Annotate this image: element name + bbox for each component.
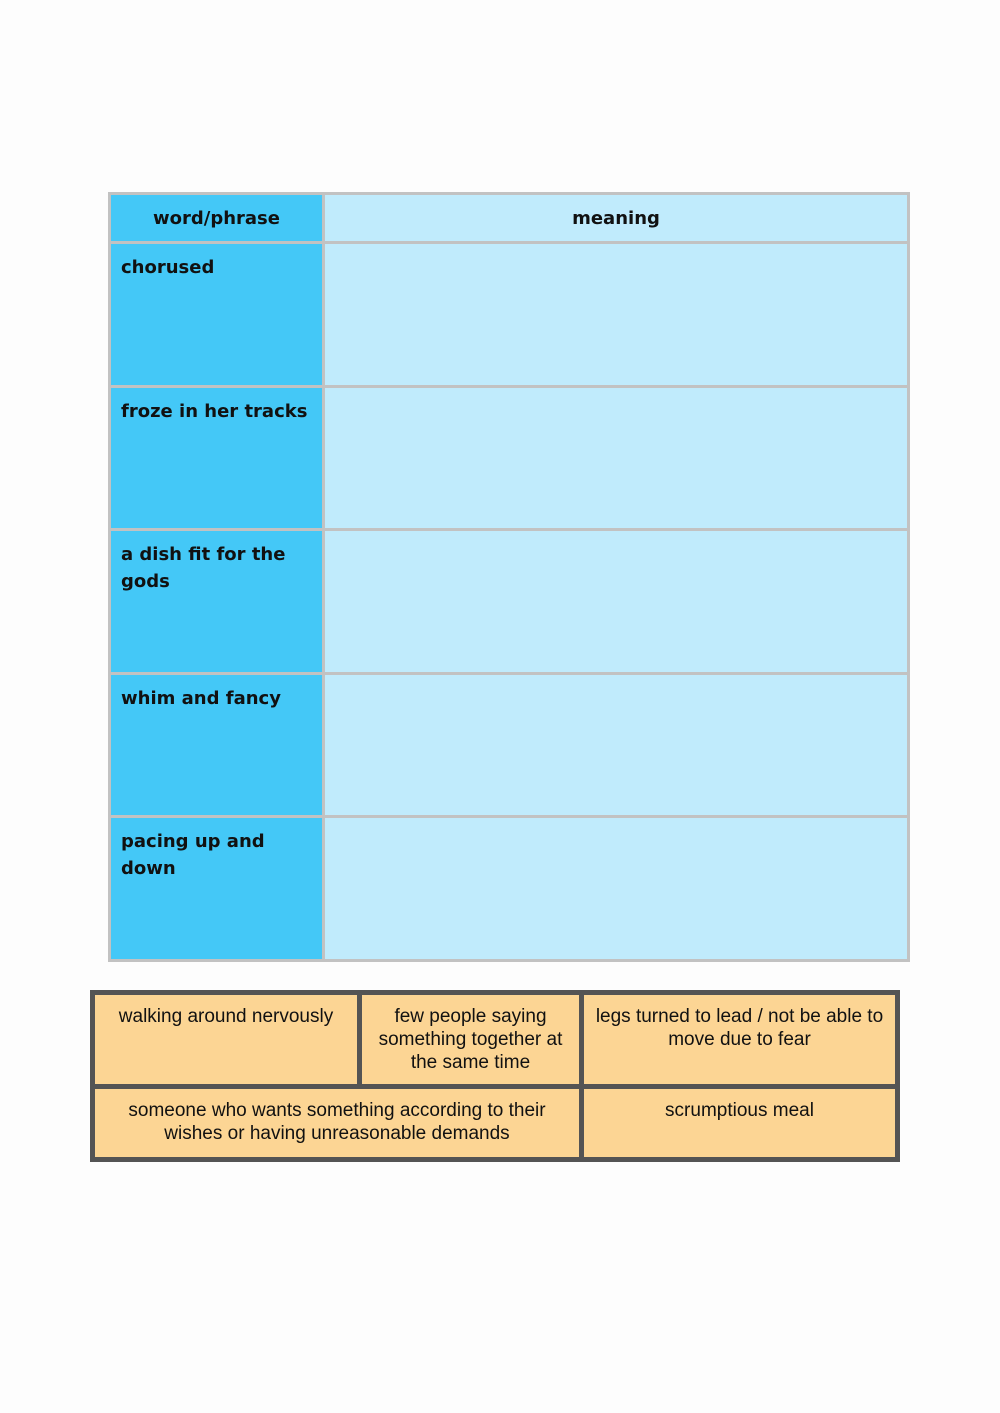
answer-card[interactable]: someone who wants something according to their wishes or having unreasonable demands (95, 1089, 579, 1157)
meaning-cell-3[interactable] (325, 531, 907, 672)
meaning-cell-4[interactable] (325, 675, 907, 816)
word-cell-2: froze in her tracks (111, 388, 322, 529)
vocabulary-table (108, 192, 910, 962)
word-cell-4: whim and fancy (111, 675, 322, 816)
answer-card[interactable]: walking around nervously (95, 995, 357, 1084)
word-cell-3: a dish fit for the gods (111, 531, 322, 672)
word-cell-1: chorused (111, 244, 322, 385)
meaning-cell-2[interactable] (325, 388, 907, 529)
answer-card[interactable]: legs turned to lead / not be able to move due to fear (584, 995, 895, 1084)
meaning-cell-1[interactable] (325, 244, 907, 385)
header-meaning: meaning (325, 195, 907, 241)
answer-cards (90, 990, 900, 1162)
meaning-cell-5[interactable] (325, 818, 907, 959)
word-cell-5: pacing up and down (111, 818, 322, 959)
header-word-phrase: word/phrase (111, 195, 322, 241)
answer-card[interactable]: few people saying something together at the same time (362, 995, 579, 1084)
answer-card[interactable]: scrumptious meal (584, 1089, 895, 1157)
